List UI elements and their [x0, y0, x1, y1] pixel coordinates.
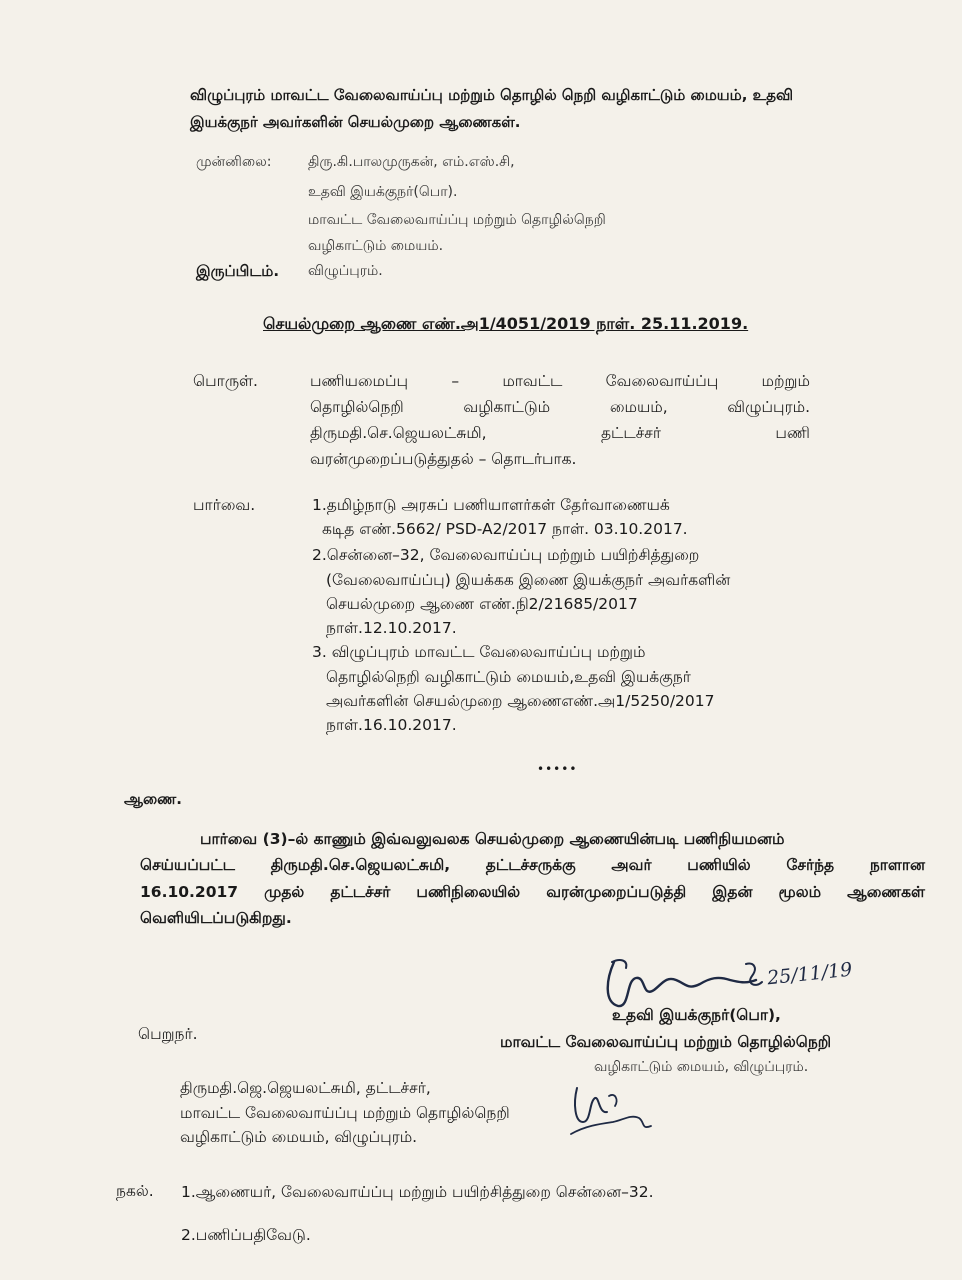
recipient-label: பெறுநர்.	[138, 1025, 198, 1043]
presence-label: முன்னிலை:	[196, 154, 272, 170]
signatory-line: வழிகாட்டும் மையம், விழுப்புரம்.	[594, 1059, 809, 1075]
reference-line: 3. விழுப்புரம் மாவட்ட வேலைவாய்ப்பு மற்றும்	[312, 643, 646, 661]
header-line-1: விழுப்புரம் மாவட்ட வேலைவாய்ப்பு மற்றும் தொழில் நெறி வழிகாட்டும் மையம், உதவி	[190, 86, 794, 104]
subject-line: தொழில்நெறி வழிகாட்டும் மையம், விழுப்புரம்.	[310, 398, 810, 416]
order-label: ஆணை.	[124, 790, 182, 808]
signatory-line: உதவி இயக்குநர்(பொ),	[612, 1006, 781, 1024]
reference-line: 2.சென்னை–32, வேலைவாய்ப்பு மற்றும் பயிற்சித்துறை	[312, 546, 700, 564]
subject-line: பணியமைப்பு – மாவட்ட வேலைவாய்ப்பு மற்றும்	[310, 372, 810, 390]
copy-label: நகல்.	[116, 1182, 154, 1200]
presence-line: திரு.கி.பாலமுருகன், எம்.எஸ்.சி,	[308, 154, 515, 170]
references-label: பார்வை.	[193, 496, 256, 514]
presence-line: உதவி இயக்குநர்(பொ).	[308, 184, 458, 200]
copy-line: 2.பணிப்பதிவேடு.	[181, 1226, 311, 1244]
subject-line: வரன்முறைப்படுத்துதல் – தொடர்பாக.	[310, 450, 577, 468]
order-body-line: பார்வை (3)–ல் காணும் இவ்வலுவலக செயல்முறை ஆணையின்படி பணிநியமனம்	[200, 830, 785, 848]
reference-line: 1.தமிழ்நாடு அரசுப் பணியாளர்கள் தேர்வாணையக்	[312, 496, 670, 514]
reference-line: தொழில்நெறி வழிகாட்டும் மையம்,உதவி இயக்குநர்	[326, 668, 691, 686]
signature-date: 25/11/19	[766, 958, 854, 990]
recipient-line: திருமதி.ஜெ.ஜெயலட்சுமி, தட்டச்சர்,	[180, 1079, 431, 1097]
separator: •••••	[537, 762, 578, 776]
reference-line: கடித எண்.5662/ PSD-A2/2017 நாள். 03.10.2017.	[322, 520, 688, 538]
order-body-line: வெளியிடப்படுகிறது.	[140, 909, 292, 927]
reference-line: நாள்.12.10.2017.	[326, 619, 457, 637]
order-title: செயல்முறை ஆணை எண்.அ1/4051/2019 நாள். 25.11.2019.	[263, 314, 749, 333]
location-label: இருப்பிடம்.	[196, 262, 280, 280]
presence-line: வழிகாட்டும் மையம்.	[308, 238, 444, 254]
order-body-line: செய்யப்பட்ட திருமதி.செ.ஜெயலட்சுமி, தட்டச்சருக்கு அவர் பணியில் சேர்ந்த நாளான	[140, 856, 925, 874]
initials-signature	[565, 1078, 665, 1143]
location-value: விழுப்புரம்.	[308, 263, 383, 279]
reference-line: நாள்.16.10.2017.	[326, 716, 457, 734]
order-body-line: 16.10.2017 முதல் தட்டச்சர் பணிநிலையில் வரன்முறைப்படுத்தி இதன் மூலம் ஆணைகள்	[140, 883, 925, 901]
reference-line: அவர்களின் செயல்முறை ஆணைஎண்.அ1/5250/2017	[326, 692, 715, 710]
reference-line: செயல்முறை ஆணை எண்.நி2/21685/2017	[326, 595, 638, 613]
recipient-line: மாவட்ட வேலைவாய்ப்பு மற்றும் தொழில்நெறி	[180, 1104, 510, 1122]
header-line-2: இயக்குநர் அவர்களின் செயல்முறை ஆணைகள்.	[190, 113, 521, 131]
subject-line: திருமதி.செ.ஜெயலட்சுமி, தட்டச்சர் பணி	[310, 424, 810, 442]
presence-line: மாவட்ட வேலைவாய்ப்பு மற்றும் தொழில்நெறி	[308, 212, 606, 228]
copy-line: 1.ஆணையர், வேலைவாய்ப்பு மற்றும் பயிற்சித்துறை சென்னை–32.	[181, 1183, 654, 1201]
subject-label: பொருள்.	[193, 372, 258, 390]
signatory-line: மாவட்ட வேலைவாய்ப்பு மற்றும் தொழில்நெறி	[500, 1033, 832, 1051]
reference-line: (வேலைவாய்ப்பு) இயக்கக இணை இயக்குநர் அவர்களின்	[326, 571, 731, 589]
recipient-line: வழிகாட்டும் மையம், விழுப்புரம்.	[180, 1128, 418, 1146]
